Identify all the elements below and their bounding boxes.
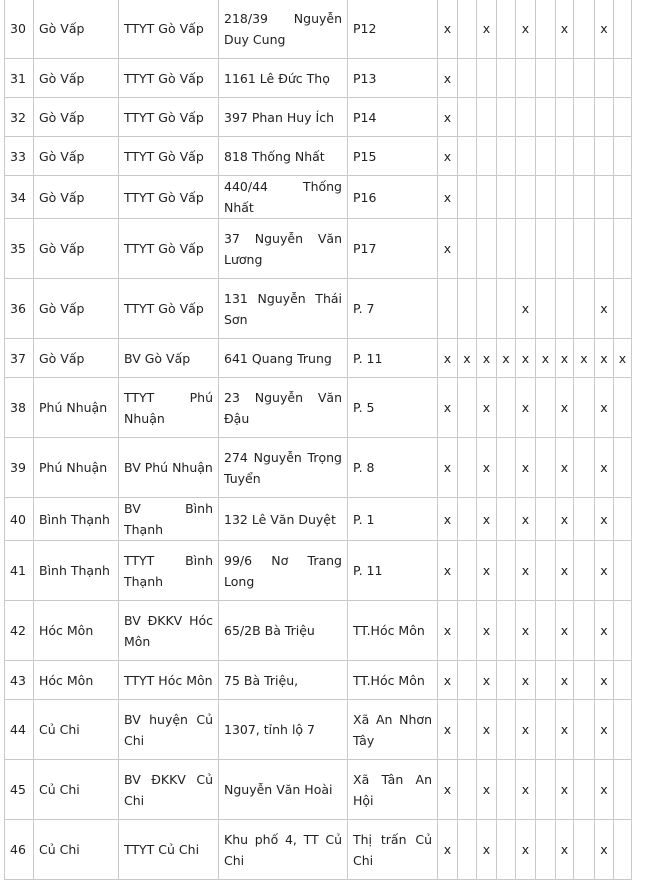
facility-cell: TTYT Hóc Môn bbox=[119, 661, 219, 700]
mark-cell bbox=[516, 219, 536, 279]
mark-cell: x bbox=[516, 700, 536, 760]
mark-cell bbox=[595, 219, 614, 279]
ward-cell: Xã An Nhơn Tây bbox=[348, 700, 438, 760]
ward-cell: P14 bbox=[348, 98, 438, 137]
mark-cell: x bbox=[477, 541, 497, 601]
mark-cell: x bbox=[438, 498, 458, 541]
address-cell: 274 Nguyễn Trọng Tuyển bbox=[219, 438, 348, 498]
row-number: 32 bbox=[5, 98, 34, 137]
mark-cell: x bbox=[595, 339, 614, 378]
district-cell: Củ Chi bbox=[34, 760, 119, 820]
address-cell: 440/44 Thống Nhất bbox=[219, 176, 348, 219]
mark-cell bbox=[458, 438, 477, 498]
mark-cell bbox=[574, 98, 595, 137]
mark-cell: x bbox=[556, 378, 574, 438]
mark-cell bbox=[497, 498, 516, 541]
mark-cell: x bbox=[477, 339, 497, 378]
mark-cell: x bbox=[556, 700, 574, 760]
district-cell: Gò Vấp bbox=[34, 137, 119, 176]
facility-cell: BV ĐKKV Hóc Môn bbox=[119, 601, 219, 661]
mark-cell bbox=[614, 541, 632, 601]
mark-cell bbox=[614, 700, 632, 760]
mark-cell bbox=[458, 760, 477, 820]
district-cell: Gò Vấp bbox=[34, 0, 119, 59]
mark-cell: x bbox=[516, 0, 536, 59]
mark-cell bbox=[536, 0, 556, 59]
district-cell: Phú Nhuận bbox=[34, 378, 119, 438]
mark-cell: x bbox=[458, 339, 477, 378]
mark-cell bbox=[574, 219, 595, 279]
mark-cell bbox=[614, 498, 632, 541]
facility-cell: BV Bình Thạnh bbox=[119, 498, 219, 541]
mark-cell bbox=[556, 279, 574, 339]
mark-cell: x bbox=[438, 98, 458, 137]
mark-cell: x bbox=[438, 137, 458, 176]
facility-cell: TTYT Gò Vấp bbox=[119, 219, 219, 279]
mark-cell: x bbox=[516, 498, 536, 541]
mark-cell bbox=[614, 760, 632, 820]
table-row bbox=[5, 378, 632, 438]
mark-cell bbox=[536, 541, 556, 601]
mark-cell: x bbox=[516, 661, 536, 700]
mark-cell bbox=[556, 137, 574, 176]
mark-cell bbox=[458, 541, 477, 601]
mark-cell bbox=[574, 378, 595, 438]
mark-cell bbox=[614, 378, 632, 438]
mark-cell bbox=[497, 137, 516, 176]
mark-cell bbox=[574, 176, 595, 219]
district-cell: Gò Vấp bbox=[34, 59, 119, 98]
address-cell: Khu phố 4, TT Củ Chi bbox=[219, 820, 348, 880]
ward-cell: P. 7 bbox=[348, 279, 438, 339]
mark-cell bbox=[556, 98, 574, 137]
table-row bbox=[5, 219, 632, 279]
ward-cell: P15 bbox=[348, 137, 438, 176]
mark-cell: x bbox=[556, 438, 574, 498]
mark-cell: x bbox=[556, 661, 574, 700]
mark-cell bbox=[574, 279, 595, 339]
mark-cell bbox=[536, 59, 556, 98]
mark-cell bbox=[574, 0, 595, 59]
mark-cell bbox=[458, 820, 477, 880]
address-cell: 818 Thống Nhất bbox=[219, 137, 348, 176]
district-cell: Củ Chi bbox=[34, 700, 119, 760]
mark-cell: x bbox=[574, 339, 595, 378]
mark-cell: x bbox=[438, 541, 458, 601]
row-number: 44 bbox=[5, 700, 34, 760]
mark-cell bbox=[497, 601, 516, 661]
mark-cell: x bbox=[516, 601, 536, 661]
mark-cell bbox=[516, 176, 536, 219]
district-cell: Gò Vấp bbox=[34, 279, 119, 339]
mark-cell: x bbox=[556, 339, 574, 378]
mark-cell bbox=[536, 279, 556, 339]
mark-cell bbox=[458, 137, 477, 176]
mark-cell bbox=[574, 820, 595, 880]
table-row bbox=[5, 498, 632, 541]
mark-cell: x bbox=[595, 541, 614, 601]
table-row bbox=[5, 700, 632, 760]
mark-cell: x bbox=[438, 0, 458, 59]
mark-cell bbox=[516, 137, 536, 176]
mark-cell bbox=[477, 98, 497, 137]
mark-cell bbox=[614, 661, 632, 700]
ward-cell: P13 bbox=[348, 59, 438, 98]
mark-cell bbox=[536, 219, 556, 279]
ward-cell: P. 11 bbox=[348, 339, 438, 378]
district-cell: Gò Vấp bbox=[34, 98, 119, 137]
address-cell: 99/6 Nơ Trang Long bbox=[219, 541, 348, 601]
mark-cell bbox=[458, 59, 477, 98]
mark-cell bbox=[595, 98, 614, 137]
table-body bbox=[5, 0, 632, 880]
mark-cell bbox=[516, 98, 536, 137]
mark-cell: x bbox=[438, 661, 458, 700]
mark-cell bbox=[574, 59, 595, 98]
mark-cell: x bbox=[556, 0, 574, 59]
mark-cell: x bbox=[477, 498, 497, 541]
mark-cell bbox=[497, 541, 516, 601]
facility-cell: BV Phú Nhuận bbox=[119, 438, 219, 498]
mark-cell: x bbox=[516, 438, 536, 498]
row-number: 33 bbox=[5, 137, 34, 176]
row-number: 36 bbox=[5, 279, 34, 339]
mark-cell bbox=[458, 176, 477, 219]
address-cell: 75 Bà Triệu, bbox=[219, 661, 348, 700]
mark-cell bbox=[536, 98, 556, 137]
mark-cell bbox=[458, 0, 477, 59]
district-cell: Hóc Môn bbox=[34, 601, 119, 661]
mark-cell bbox=[497, 820, 516, 880]
mark-cell bbox=[477, 176, 497, 219]
ward-cell: P. 8 bbox=[348, 438, 438, 498]
table-row bbox=[5, 661, 632, 700]
mark-cell bbox=[574, 438, 595, 498]
ward-cell: P. 5 bbox=[348, 378, 438, 438]
mark-cell bbox=[614, 279, 632, 339]
mark-cell: x bbox=[438, 820, 458, 880]
address-cell: 641 Quang Trung bbox=[219, 339, 348, 378]
district-cell: Gò Vấp bbox=[34, 219, 119, 279]
facility-table bbox=[4, 0, 632, 880]
table-row bbox=[5, 176, 632, 219]
row-number: 39 bbox=[5, 438, 34, 498]
mark-cell bbox=[556, 176, 574, 219]
mark-cell bbox=[458, 98, 477, 137]
address-cell: 1161 Lê Đức Thọ bbox=[219, 59, 348, 98]
table-row bbox=[5, 137, 632, 176]
mark-cell bbox=[595, 176, 614, 219]
mark-cell bbox=[595, 137, 614, 176]
mark-cell bbox=[438, 279, 458, 339]
mark-cell bbox=[497, 219, 516, 279]
address-cell: 1307, tỉnh lộ 7 bbox=[219, 700, 348, 760]
table-row bbox=[5, 59, 632, 98]
mark-cell bbox=[497, 378, 516, 438]
mark-cell: x bbox=[556, 601, 574, 661]
mark-cell: x bbox=[516, 760, 536, 820]
mark-cell: x bbox=[516, 279, 536, 339]
mark-cell bbox=[574, 137, 595, 176]
mark-cell: x bbox=[595, 0, 614, 59]
district-cell: Hóc Môn bbox=[34, 661, 119, 700]
mark-cell: x bbox=[595, 279, 614, 339]
row-number: 37 bbox=[5, 339, 34, 378]
mark-cell: x bbox=[438, 378, 458, 438]
row-number: 30 bbox=[5, 0, 34, 59]
district-cell: Bình Thạnh bbox=[34, 541, 119, 601]
row-number: 46 bbox=[5, 820, 34, 880]
mark-cell: x bbox=[595, 601, 614, 661]
table-row bbox=[5, 601, 632, 661]
mark-cell: x bbox=[595, 438, 614, 498]
district-cell: Gò Vấp bbox=[34, 176, 119, 219]
table-row bbox=[5, 541, 632, 601]
facility-cell: BV Gò Vấp bbox=[119, 339, 219, 378]
mark-cell bbox=[458, 219, 477, 279]
mark-cell: x bbox=[595, 661, 614, 700]
mark-cell: x bbox=[438, 438, 458, 498]
facility-cell: TTYT Gò Vấp bbox=[119, 137, 219, 176]
ward-cell: Xã Tân An Hội bbox=[348, 760, 438, 820]
row-number: 40 bbox=[5, 498, 34, 541]
mark-cell bbox=[536, 661, 556, 700]
address-cell: Nguyễn Văn Hoài bbox=[219, 760, 348, 820]
mark-cell bbox=[497, 279, 516, 339]
mark-cell bbox=[574, 498, 595, 541]
table-row bbox=[5, 760, 632, 820]
district-cell: Phú Nhuận bbox=[34, 438, 119, 498]
table-row bbox=[5, 339, 632, 378]
mark-cell bbox=[614, 820, 632, 880]
mark-cell bbox=[477, 137, 497, 176]
facility-cell: TTYT Gò Vấp bbox=[119, 176, 219, 219]
mark-cell: x bbox=[477, 700, 497, 760]
mark-cell bbox=[497, 59, 516, 98]
mark-cell: x bbox=[556, 760, 574, 820]
address-cell: 132 Lê Văn Duyệt bbox=[219, 498, 348, 541]
ward-cell: P16 bbox=[348, 176, 438, 219]
mark-cell: x bbox=[477, 601, 497, 661]
mark-cell: x bbox=[614, 339, 632, 378]
mark-cell: x bbox=[438, 700, 458, 760]
mark-cell bbox=[614, 219, 632, 279]
mark-cell: x bbox=[516, 339, 536, 378]
mark-cell bbox=[614, 137, 632, 176]
mark-cell bbox=[574, 601, 595, 661]
mark-cell bbox=[556, 219, 574, 279]
mark-cell: x bbox=[516, 820, 536, 880]
mark-cell bbox=[458, 279, 477, 339]
mark-cell: x bbox=[556, 541, 574, 601]
mark-cell: x bbox=[438, 176, 458, 219]
table-row bbox=[5, 279, 632, 339]
table-row bbox=[5, 438, 632, 498]
mark-cell: x bbox=[477, 661, 497, 700]
ward-cell: P. 1 bbox=[348, 498, 438, 541]
mark-cell bbox=[556, 59, 574, 98]
mark-cell bbox=[497, 438, 516, 498]
mark-cell: x bbox=[595, 700, 614, 760]
mark-cell: x bbox=[477, 438, 497, 498]
mark-cell bbox=[536, 498, 556, 541]
facility-cell: TTYT Củ Chi bbox=[119, 820, 219, 880]
mark-cell bbox=[497, 98, 516, 137]
ward-cell: TT.Hóc Môn bbox=[348, 661, 438, 700]
mark-cell bbox=[477, 59, 497, 98]
mark-cell bbox=[458, 700, 477, 760]
mark-cell: x bbox=[438, 219, 458, 279]
mark-cell bbox=[536, 820, 556, 880]
mark-cell: x bbox=[516, 541, 536, 601]
mark-cell bbox=[497, 176, 516, 219]
mark-cell bbox=[477, 279, 497, 339]
mark-cell bbox=[497, 0, 516, 59]
mark-cell bbox=[536, 176, 556, 219]
mark-cell bbox=[458, 498, 477, 541]
mark-cell bbox=[614, 176, 632, 219]
ward-cell: Thị trấn Củ Chi bbox=[348, 820, 438, 880]
address-cell: 37 Nguyễn Văn Lương bbox=[219, 219, 348, 279]
address-cell: 131 Nguyễn Thái Sơn bbox=[219, 279, 348, 339]
mark-cell bbox=[497, 700, 516, 760]
mark-cell bbox=[516, 59, 536, 98]
ward-cell: TT.Hóc Môn bbox=[348, 601, 438, 661]
mark-cell bbox=[497, 760, 516, 820]
mark-cell bbox=[536, 378, 556, 438]
mark-cell: x bbox=[536, 339, 556, 378]
mark-cell bbox=[614, 59, 632, 98]
mark-cell: x bbox=[438, 59, 458, 98]
district-cell: Gò Vấp bbox=[34, 339, 119, 378]
address-cell: 218/39 Nguyễn Duy Cung bbox=[219, 0, 348, 59]
mark-cell bbox=[574, 661, 595, 700]
address-cell: 23 Nguyễn Văn Đậu bbox=[219, 378, 348, 438]
mark-cell bbox=[458, 378, 477, 438]
mark-cell bbox=[614, 438, 632, 498]
ward-cell: P17 bbox=[348, 219, 438, 279]
mark-cell: x bbox=[477, 760, 497, 820]
mark-cell bbox=[595, 59, 614, 98]
address-cell: 65/2B Bà Triệu bbox=[219, 601, 348, 661]
mark-cell bbox=[574, 700, 595, 760]
mark-cell: x bbox=[595, 378, 614, 438]
facility-cell: TTYT Gò Vấp bbox=[119, 59, 219, 98]
row-number: 38 bbox=[5, 378, 34, 438]
mark-cell: x bbox=[438, 601, 458, 661]
ward-cell: P12 bbox=[348, 0, 438, 59]
mark-cell: x bbox=[516, 378, 536, 438]
mark-cell bbox=[536, 601, 556, 661]
mark-cell: x bbox=[497, 339, 516, 378]
mark-cell: x bbox=[438, 339, 458, 378]
mark-cell: x bbox=[595, 820, 614, 880]
facility-cell: TTYT Gò Vấp bbox=[119, 0, 219, 59]
row-number: 41 bbox=[5, 541, 34, 601]
mark-cell bbox=[497, 661, 516, 700]
mark-cell bbox=[574, 760, 595, 820]
mark-cell bbox=[536, 760, 556, 820]
mark-cell bbox=[536, 137, 556, 176]
mark-cell bbox=[536, 700, 556, 760]
mark-cell bbox=[458, 661, 477, 700]
row-number: 34 bbox=[5, 176, 34, 219]
mark-cell bbox=[458, 601, 477, 661]
mark-cell: x bbox=[438, 760, 458, 820]
address-cell: 397 Phan Huy Ích bbox=[219, 98, 348, 137]
mark-cell bbox=[536, 438, 556, 498]
facility-cell: BV ĐKKV Củ Chi bbox=[119, 760, 219, 820]
facility-cell: BV huyện Củ Chi bbox=[119, 700, 219, 760]
mark-cell bbox=[614, 601, 632, 661]
mark-cell: x bbox=[477, 378, 497, 438]
mark-cell: x bbox=[595, 498, 614, 541]
ward-cell: P. 11 bbox=[348, 541, 438, 601]
table-row bbox=[5, 0, 632, 59]
mark-cell: x bbox=[595, 760, 614, 820]
row-number: 43 bbox=[5, 661, 34, 700]
mark-cell: x bbox=[556, 820, 574, 880]
facility-cell: TTYT Gò Vấp bbox=[119, 279, 219, 339]
mark-cell: x bbox=[477, 820, 497, 880]
mark-cell bbox=[574, 541, 595, 601]
mark-cell bbox=[614, 98, 632, 137]
row-number: 35 bbox=[5, 219, 34, 279]
table-row bbox=[5, 98, 632, 137]
facility-cell: TTYT Gò Vấp bbox=[119, 98, 219, 137]
mark-cell bbox=[614, 0, 632, 59]
district-cell: Củ Chi bbox=[34, 820, 119, 880]
row-number: 42 bbox=[5, 601, 34, 661]
mark-cell bbox=[477, 219, 497, 279]
row-number: 45 bbox=[5, 760, 34, 820]
facility-cell: TTYT Bình Thạnh bbox=[119, 541, 219, 601]
mark-cell: x bbox=[556, 498, 574, 541]
district-cell: Bình Thạnh bbox=[34, 498, 119, 541]
row-number: 31 bbox=[5, 59, 34, 98]
mark-cell: x bbox=[477, 0, 497, 59]
table-row bbox=[5, 820, 632, 880]
facility-cell: TTYT Phú Nhuận bbox=[119, 378, 219, 438]
